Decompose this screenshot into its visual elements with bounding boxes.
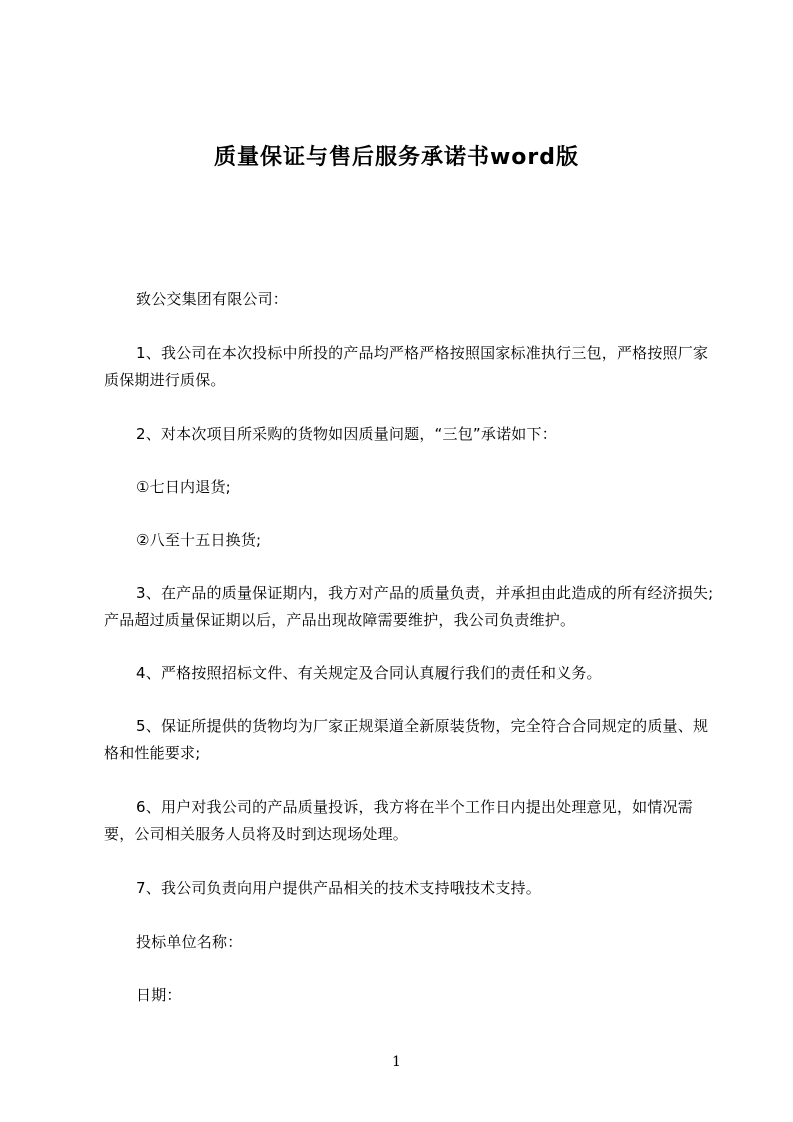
document-title: 质量保证与售后服务承诺书word版 [213, 145, 580, 170]
paragraph-5: 5、保证所提供的货物均为厂家正规渠道全新原装货物，完全符合合同规定的质量、规格和性能要求; [104, 717, 709, 762]
date-label: 日期： [136, 986, 182, 1004]
paragraph-4: 4、严格按照招标文件、有关规定及合同认真履行我们的责任和义务。 [136, 664, 602, 682]
bidder-name-label: 投标单位名称： [136, 933, 243, 951]
greeting: 致公交集团有限公司： [136, 290, 289, 308]
paragraph-exchange-policy: ②八至十五日换货; [136, 531, 262, 549]
paragraph-7: 7、我公司负责向用户提供产品相关的技术支持哦技术支持。 [136, 879, 541, 897]
paragraph-3: 3、在产品的质量保证期内，我方对产品的质量负责，并承担由此造成的所有经济损失;产品超过质量保证期以后，产品出现故障需要维护，我公司负责维护。 [104, 584, 714, 629]
page-number: 1 [392, 1054, 401, 1070]
paragraph-1: 1、我公司在本次投标中所投的产品均严格严格按照国家标准执行三包，严格按照厂家质保期进行质保。 [104, 344, 709, 389]
paragraph-6: 6、用户对我公司的产品质量投诉，我方将在半个工作日内提出处理意见，如情况需要，公司相关服务人员将及时到达现场处理。 [104, 798, 693, 843]
paragraph-2: 2、对本次项目所采购的货物如因质量问题，“三包”承诺如下： [136, 425, 557, 443]
paragraph-return-policy: ①七日内退货; [136, 478, 231, 496]
